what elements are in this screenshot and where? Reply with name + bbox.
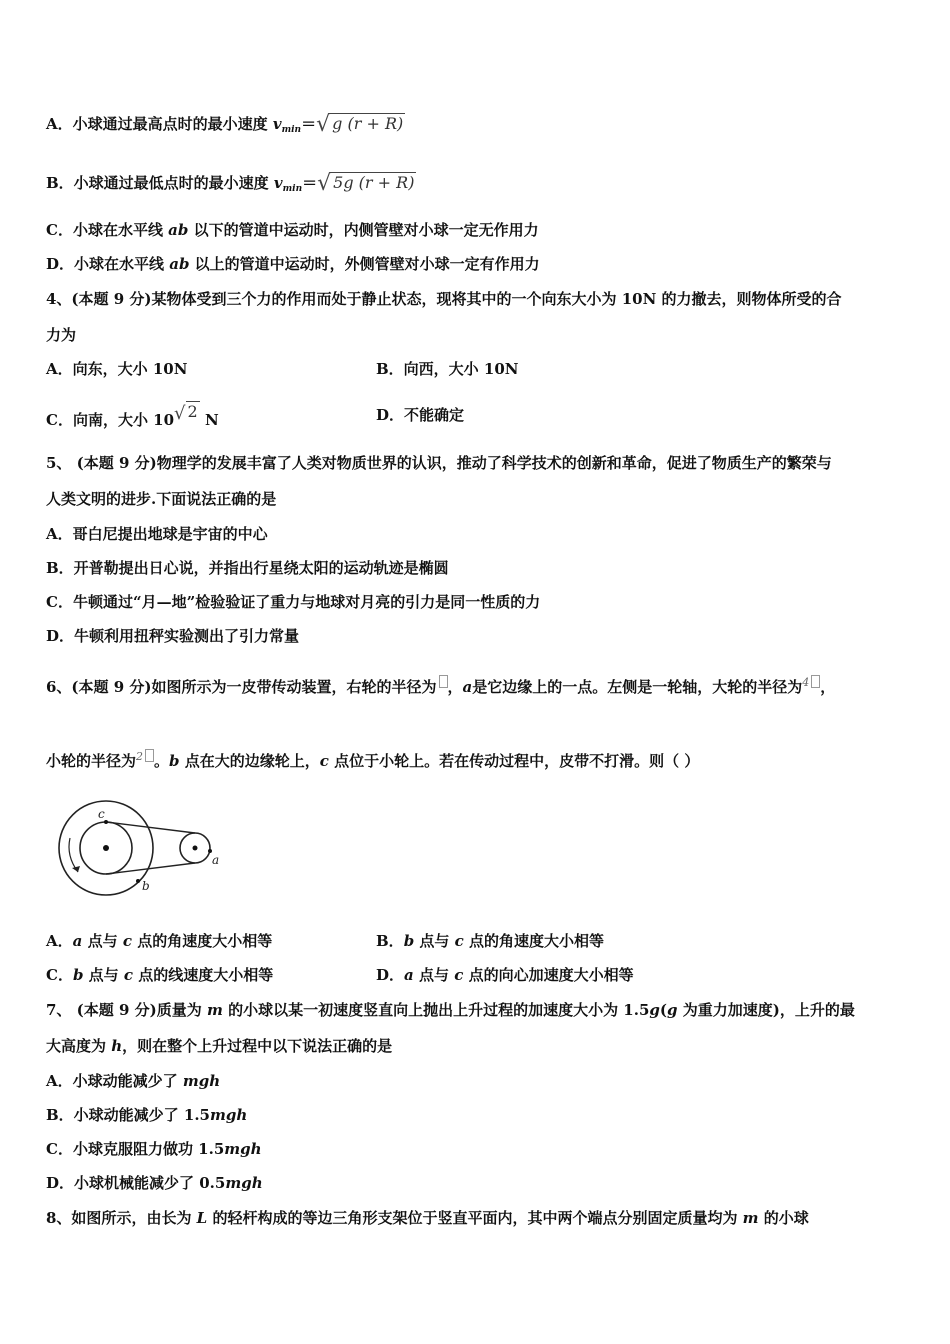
sqrt-icon: √: [174, 403, 186, 424]
label-a: a: [212, 853, 220, 867]
q6-stem-line2: [46, 747, 699, 771]
text: 点与: [413, 966, 455, 984]
q5-option-a: A．哥白尼提出地球是宇宙的中心: [46, 525, 268, 543]
text: 以上的管道中运动时，外侧管壁对小球一定有作用力: [189, 255, 540, 273]
sqrt-expression: [174, 402, 200, 430]
q5-option-c: C．牛顿通过“月—地”检验验证了重力与地球对月亮的引力是同一性质的力: [46, 593, 541, 611]
text: 点的向心加速度大小相等: [463, 966, 634, 984]
velocity-symbol: v: [273, 174, 283, 192]
q5-stem-line1: 5、 (本题 9 分)物理学的发展丰富了人类对物质世界的认识，推动了科学技术的创新和革命，促进了物质生产的繁荣与: [46, 454, 832, 472]
q4-option-b: B．向西，大小 10N: [376, 360, 519, 378]
text: 的轻杆构成的等边三角形支架位于竖直平面内，其中两个端点分别固定质量均为: [207, 1209, 743, 1227]
text: (: [659, 1001, 667, 1019]
radius-number: 2: [136, 750, 144, 763]
text: B．小球动能减少了 1.5: [46, 1106, 210, 1124]
label-b: b: [142, 879, 150, 893]
variable: mgh: [224, 1140, 262, 1158]
variable: c: [454, 966, 464, 984]
variable: a: [462, 678, 473, 696]
text: 点在大的边缘轮上，: [179, 752, 320, 770]
text: 是它边缘上的一点。左侧是一轮轴，大轮的半径为: [472, 678, 803, 696]
variable: g: [649, 1001, 660, 1019]
text: ，则在整个上升过程中以下说法正确的是: [122, 1037, 393, 1055]
missing-glyph-icon: [811, 675, 820, 688]
axle-center: [103, 845, 109, 851]
equals-sign: ＝: [302, 174, 318, 192]
min-subscript: min: [281, 125, 302, 135]
variable: h: [111, 1037, 123, 1055]
q4-stem-line1: 4、(本题 9 分)某物体受到三个力的作用而处于静止状态，现将其中的一个向东大小为 10N 的力撤去，则物体所受的合: [46, 290, 842, 308]
text: 小轮的半径为: [46, 752, 137, 770]
q6-option-d: [376, 965, 634, 985]
text: 。: [154, 752, 170, 770]
q3-option-b: [46, 173, 416, 199]
q5-stem-line2: 人类文明的进步.下面说法正确的是: [46, 490, 277, 508]
variable: b: [72, 966, 84, 984]
unit: N: [199, 411, 219, 429]
q6-option-c: [46, 965, 273, 985]
q5-option-b: B．开普勒提出日心说，并指出行星绕太阳的运动轨迹是椭圆: [46, 559, 449, 577]
text: 点与: [414, 932, 455, 950]
text: D．小球机械能减少了 0.5: [46, 1174, 226, 1192]
text: B．: [376, 932, 404, 950]
sqrt-icon: √: [317, 171, 332, 196]
belt-drive-figure: [50, 798, 230, 904]
radicand: 2: [187, 402, 198, 421]
q3-option-a-text: A．小球通过最高点时的最小速度: [46, 115, 273, 133]
q7-option-a: [46, 1071, 220, 1091]
text: 点的线速度大小相等: [133, 966, 274, 984]
text: 大高度为: [46, 1037, 112, 1055]
radius-number: 4: [802, 676, 810, 689]
sqrt-icon: √: [316, 112, 331, 137]
text: ，: [820, 678, 836, 696]
text: D．: [376, 966, 405, 984]
text: 7、 (本题 9 分)质量为: [46, 1001, 207, 1019]
text: C．: [46, 966, 73, 984]
q8-stem-line1: [46, 1208, 809, 1228]
q7-option-d: [46, 1173, 263, 1193]
text: 的小球以某一初速度竖直向上抛出上升过程的加速度大小为 1.5: [222, 1001, 650, 1019]
text: 8、如图所示，由长为: [46, 1209, 197, 1227]
q7-option-c: [46, 1139, 262, 1159]
q4-option-c: [46, 402, 219, 430]
variable: b: [403, 932, 415, 950]
text: C．小球克服阻力做功 1.5: [46, 1140, 225, 1158]
text: C．小球在水平线: [46, 221, 169, 239]
text: 点与: [83, 966, 124, 984]
text: 的小球: [758, 1209, 809, 1227]
point-b: [136, 879, 140, 883]
equals-sign: ＝: [301, 115, 317, 133]
missing-glyph-icon: [439, 675, 448, 688]
text: A．小球动能减少了: [46, 1072, 183, 1090]
text: 点的角速度大小相等: [463, 932, 605, 950]
label-c: c: [98, 807, 105, 821]
variable: g: [667, 1001, 678, 1019]
text: ，: [447, 678, 463, 696]
text: 点与: [82, 932, 123, 950]
variable: ab: [168, 221, 189, 239]
q6-option-a: [46, 931, 272, 951]
variable: m: [742, 1209, 759, 1227]
q4-option-a: A．向东，大小 10N: [46, 360, 188, 378]
q3-option-b-text: B．小球通过最低点时的最小速度: [46, 174, 274, 192]
sqrt-expression: [316, 114, 405, 135]
q3-option-c: [46, 220, 539, 240]
text: C．向南，大小 10: [46, 411, 175, 429]
q6-option-b: [376, 931, 604, 951]
arrow-head-icon: [72, 866, 80, 872]
text: A．: [46, 932, 73, 950]
text: 以下的管道中运动时，内侧管壁对小球一定无作用力: [188, 221, 539, 239]
q5-option-d: D．牛顿利用扭秤实验测出了引力常量: [46, 627, 300, 645]
missing-glyph-icon: [145, 749, 154, 762]
radicand: 5g (r + R): [333, 173, 415, 192]
text: D．小球在水平线: [46, 255, 170, 273]
variable: m: [206, 1001, 223, 1019]
variable: mgh: [182, 1072, 221, 1090]
variable: c: [319, 752, 329, 770]
q4-stem-line2: 力为: [46, 326, 77, 344]
variable: L: [196, 1209, 208, 1227]
radicand: g (r + R): [332, 114, 404, 133]
variable: a: [72, 932, 83, 950]
right-wheel-center: [193, 846, 198, 851]
variable: ab: [169, 255, 190, 273]
q3-option-d: [46, 254, 540, 274]
velocity-symbol: v: [272, 115, 282, 133]
sqrt-expression: [317, 173, 416, 194]
q6-stem-line1: [46, 673, 835, 697]
text: 6、(本题 9 分)如图所示为一皮带传动装置，右轮的半径为: [46, 678, 437, 696]
variable: c: [122, 932, 132, 950]
q7-stem-line1: [46, 1000, 855, 1020]
text: 点位于小轮上。若在传动过程中，皮带不打滑。则（ ）: [328, 752, 700, 770]
variable: a: [404, 966, 414, 984]
q7-option-b: [46, 1105, 247, 1125]
variable: c: [454, 932, 464, 950]
q7-stem-line2: [46, 1036, 392, 1056]
text: 点的角速度大小相等: [131, 932, 273, 950]
variable: c: [123, 966, 134, 984]
q3-option-a: [46, 114, 405, 140]
min-subscript: min: [282, 184, 303, 194]
variable: mgh: [225, 1174, 263, 1192]
variable: mgh: [210, 1106, 248, 1124]
text: 为重力加速度)，上升的最: [677, 1001, 855, 1019]
q4-option-d: D．不能确定: [376, 406, 465, 424]
variable: b: [169, 752, 180, 770]
